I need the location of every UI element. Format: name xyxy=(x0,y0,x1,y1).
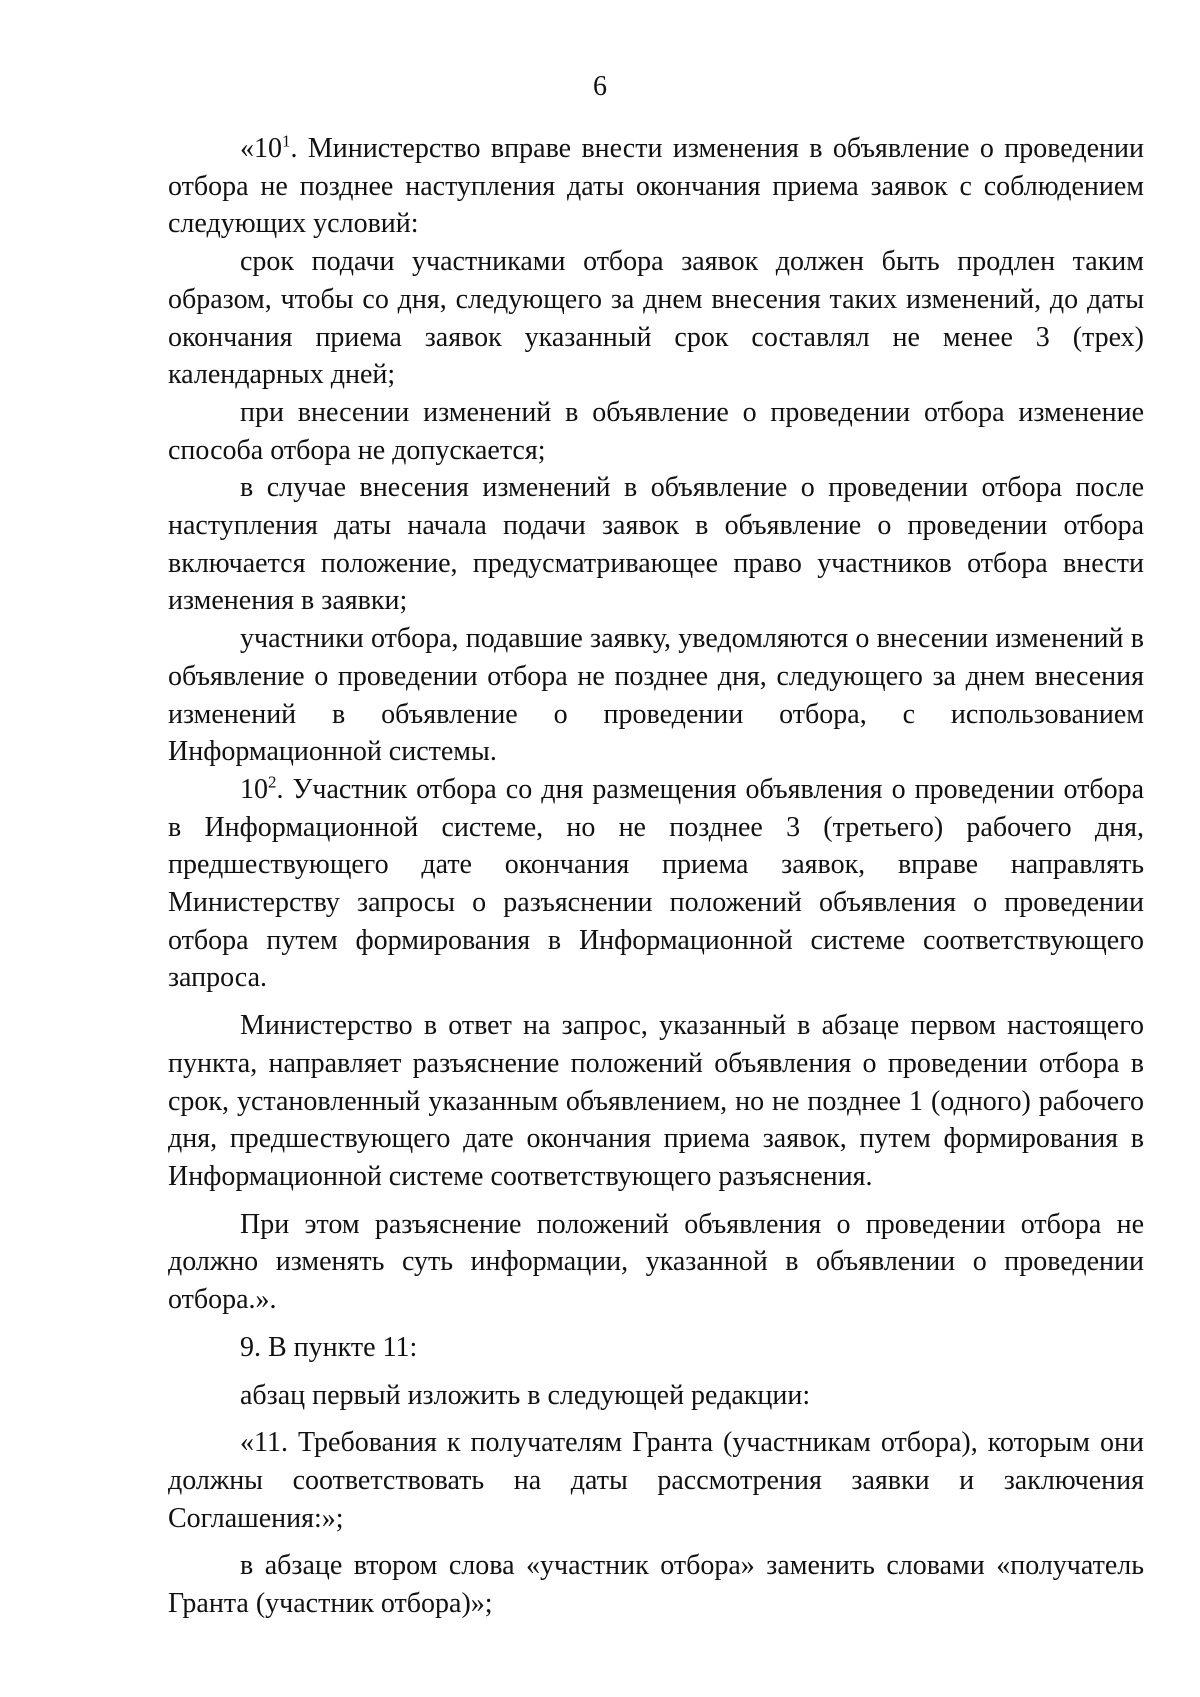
clause-superscript: 1 xyxy=(282,131,291,151)
paragraph: в случае внесения изменений в объявление о проведении отбора после наступления даты начала подачи заявок в объявление о проведении отбора включается положение, предусматривающее право участников отбора внести изменения в заявки; xyxy=(168,472,1144,617)
paragraph: при внесении изменений в объявление о проведении отбора изменение способа отбора не допускается; xyxy=(168,396,1144,466)
paragraph-10-2 xyxy=(168,771,1144,997)
clause-number: 10 xyxy=(240,773,268,805)
clause-superscript: 2 xyxy=(268,772,277,792)
paragraph: Министерство в ответ на запрос, указанный в абзаце первом настоящего пункта, направляет разъяснение положений объявления о проведении отбора в срок, установленный указанным объявлением, но не позднее 1 (одного) рабочего дня, предшествующего дате окончания приема заявок, путем формирования в Информационной системе соответствующего разъяснения. xyxy=(168,1010,1144,1192)
document-body xyxy=(168,130,1144,1623)
paragraph-10-1 xyxy=(168,130,1144,243)
paragraph-text: . Министерство вправе внести изменения в объявление о проведении отбора не позднее наступления даты окончания приема заявок с соблюдением следующих условий: xyxy=(168,133,1144,240)
page-number: 6 xyxy=(593,71,607,102)
paragraph: в абзаце втором слова «участник отбора» заменить словами «получатель Гранта (участник отбора)»; xyxy=(168,1550,1144,1620)
paragraph: срок подачи участниками отбора заявок должен быть продлен таким образом, чтобы со дня, следующего за днем внесения таких изменений, до даты окончания приема заявок указанный срок составлял не менее 3 (трех) календарных дней; xyxy=(168,246,1144,391)
paragraph-text: . Участник отбора со дня размещения объявления о проведении отбора в Информационной системе, но не позднее 3 (третьего) рабочего дня, предшествующего дате окончания приема заявок, вправе направлять Министерству запросы о разъяснении положений объявления о проведении отбора путем формирования в Информационной системе соответствующего запроса. xyxy=(168,773,1144,994)
paragraph: При этом разъяснение положений объявления о проведении отбора не должно изменять суть информации, указанной в объявлении о проведении отбора.». xyxy=(168,1208,1144,1316)
paragraph: участники отбора, подавшие заявку, уведомляются о внесении изменений в объявление о проведении отбора не позднее дня, следующего за днем внесения изменений в объявление о проведении отбора, с использованием Информационной системы. xyxy=(168,623,1144,768)
paragraph: «11. Требования к получателям Гранта (участникам отбора), которым они должны соответствовать на даты рассмотрения заявки и заключения Соглашения:»; xyxy=(168,1427,1144,1534)
clause-number: «10 xyxy=(240,133,282,164)
paragraph: абзац первый изложить в следующей редакции: xyxy=(240,1379,811,1411)
paragraph: 9. В пункте 11: xyxy=(240,1331,418,1363)
